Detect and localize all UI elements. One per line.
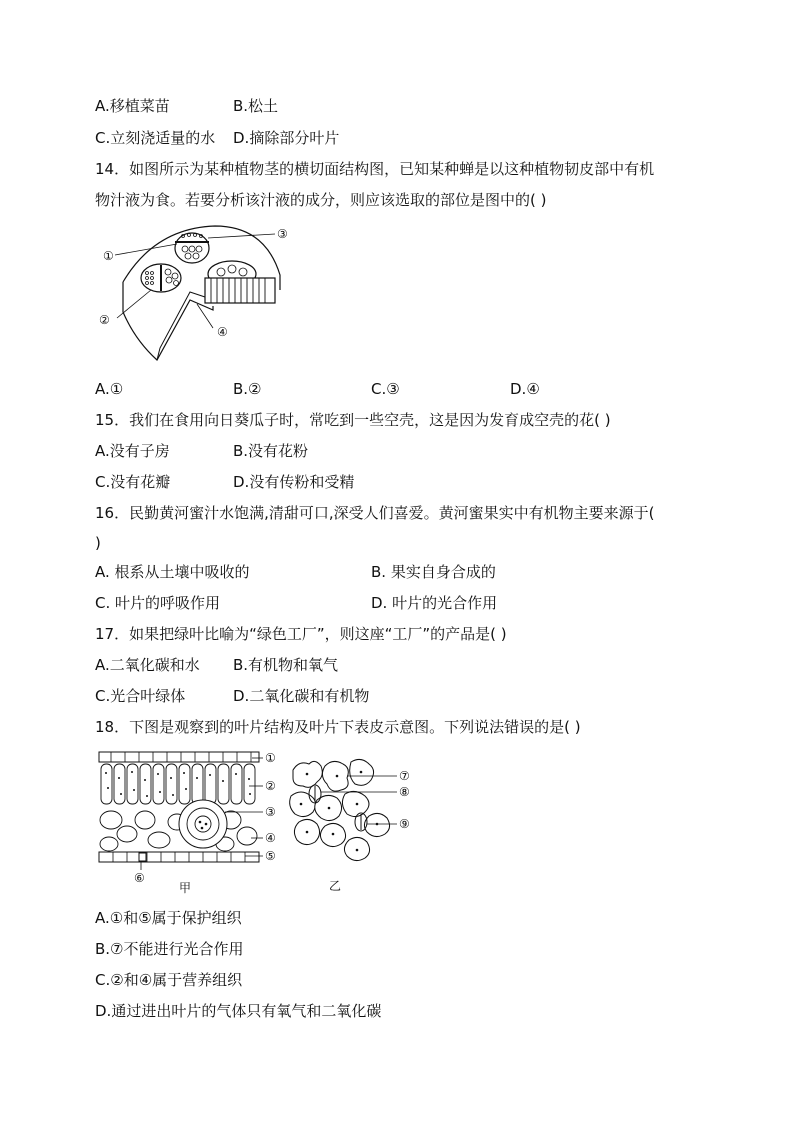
q15-option-b: B.没有花粉 [233,442,309,460]
q14-option-b: B.② [233,380,262,398]
q15-stem: 15．我们在食用向日葵瓜子时，常吃到一些空壳，这是因为发育成空壳的花( ) [95,411,611,429]
label-7: ⑦ [399,769,410,783]
q15-option-c: C.没有花瓣 [95,473,171,491]
q13-option-d: D.摘除部分叶片 [233,129,340,147]
label-3: ③ [277,227,288,241]
q16-option-d: D. 叶片的光合作用 [371,594,498,612]
q18-option-b: B.⑦不能进行光合作用 [95,940,244,958]
q14-stem-line2: 物汁液为食。若要分析该汁液的成分，则应该选取的部位是图中的( ) [95,191,547,209]
q17-option-d: D.二氧化碳和有机物 [233,687,370,705]
label-6: ⑥ [134,871,145,885]
lower-epidermis-figure [285,756,425,896]
q17-stem: 17．如果把绿叶比喻为“绿色工厂”，则这座“工厂”的产品是( ) [95,625,507,643]
q13-option-a: A.移植菜苗 [95,97,170,115]
q14-stem-cross-section-figure [95,220,305,370]
q16-option-c: C. 叶片的呼吸作用 [95,594,221,612]
q17-option-a: A.二氧化碳和水 [95,656,200,674]
q14-stem-line1: 14．如图所示为某种植物茎的横切面结构图，已知某种蝉是以这种植物韧皮部中有机 [95,160,655,178]
q15-option-d: D.没有传粉和受精 [233,473,355,491]
label-4: ④ [265,831,276,845]
q15-option-a: A.没有子房 [95,442,170,460]
label-9: ⑨ [399,817,410,831]
q18-option-d: D.通过进出叶片的气体只有氧气和二氧化碳 [95,1002,382,1020]
q18-stem: 18．下图是观察到的叶片结构及叶片下表皮示意图。下列说法错误的是( ) [95,718,581,736]
q13-option-b: B.松土 [233,97,279,115]
label-4: ④ [217,325,228,339]
leaf-cross-section-figure [97,748,287,896]
label-1: ① [265,751,276,765]
label-2: ② [265,779,276,793]
q16-stem-line2: ) [95,534,101,552]
label-8: ⑧ [399,785,410,799]
label-5: ⑤ [265,849,276,863]
q16-option-b: B. 果实自身合成的 [371,563,496,581]
q14-option-d: D.④ [510,380,540,398]
figure-caption-jia: 甲 [179,881,192,895]
q14-option-a: A.① [95,380,124,398]
q18-option-c: C.②和④属于营养组织 [95,971,243,989]
q16-option-a: A. 根系从土壤中吸收的 [95,563,250,581]
q18-option-a: A.①和⑤属于保护组织 [95,909,242,927]
label-3: ③ [265,805,276,819]
figure-caption-yi: 乙 [329,879,342,893]
q14-option-c: C.③ [371,380,400,398]
label-2: ② [99,313,110,327]
q17-option-c: C.光合叶绿体 [95,687,186,705]
q17-option-b: B.有机物和氧气 [233,656,339,674]
label-1: ① [103,249,114,263]
q13-option-c: C.立刻浇适量的水 [95,129,216,147]
q16-stem-line1: 16．民勤黄河蜜汁水饱满,清甜可口,深受人们喜爱。黄河蜜果实中有机物主要来源于( [95,504,655,522]
